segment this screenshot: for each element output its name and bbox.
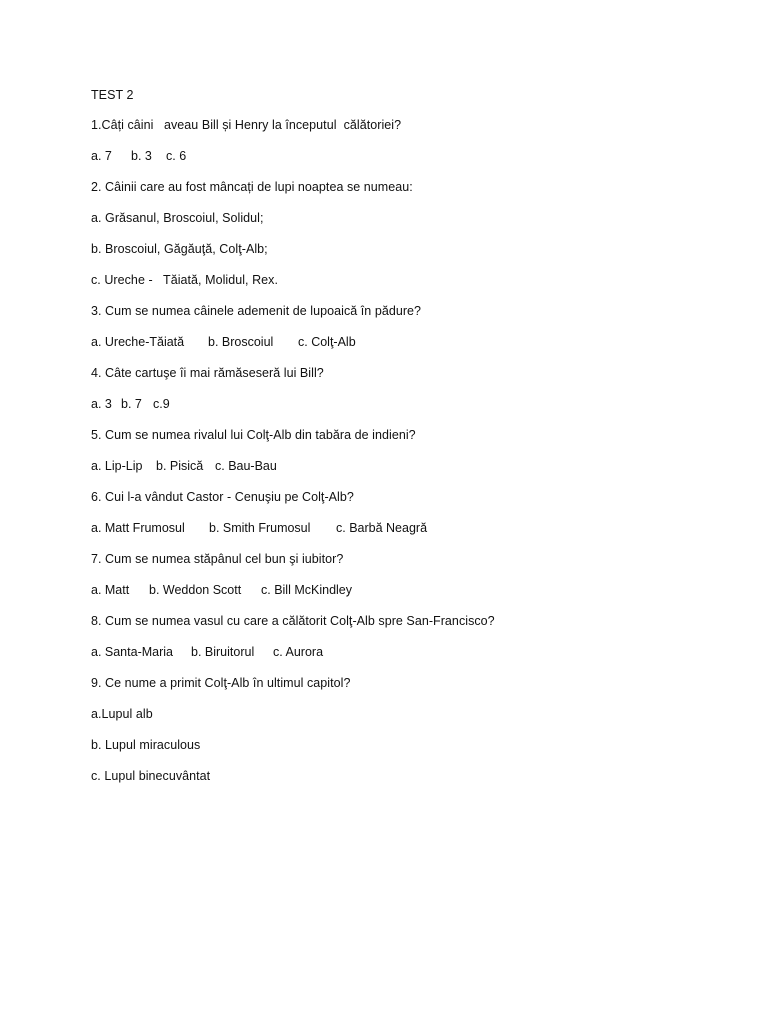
q2-option-a: a. Grăsanul, Broscoiul, Solidul;: [91, 211, 264, 225]
question-4: 4. Câte cartuşe îi mai rămăseseră lui Bill?: [91, 366, 324, 380]
q5-option-b: b. Pisică: [156, 459, 204, 473]
q8-option-a: a. Santa-Maria: [91, 645, 173, 659]
q9-option-a: a.Lupul alb: [91, 707, 153, 721]
q7-option-b: b. Weddon Scott: [149, 583, 242, 597]
q4-option-a: a. 3: [91, 397, 112, 411]
q7-option-c: c. Bill McKindley: [261, 583, 352, 597]
q6-option-b: b. Smith Frumosul: [209, 521, 311, 535]
question-7: 7. Cum se numea stăpânul cel bun şi iubitor?: [91, 552, 344, 566]
question-9: 9. Ce nume a primit Colţ-Alb în ultimul capitol?: [91, 676, 351, 690]
question-8: 8. Cum se numea vasul cu care a călătorit Colţ-Alb spre San-Francisco?: [91, 614, 495, 628]
q2-option-b: b. Broscoiul, Găgăuţă, Colţ-Alb;: [91, 242, 268, 256]
q2-option-c: c. Ureche - Tăiată, Molidul, Rex.: [91, 273, 279, 287]
q6-option-c: c. Barbă Neagră: [336, 521, 428, 535]
q9-option-c: c. Lupul binecuvântat: [91, 769, 211, 783]
q1-option-a: a. 7: [91, 149, 112, 163]
question-3: 3. Cum se numea câinele ademenit de lupoaică în pădure?: [91, 304, 422, 318]
q5-option-c: c. Bau-Bau: [215, 459, 277, 473]
q6-option-a: a. Matt Frumosul: [91, 521, 185, 535]
q4-option-b: b. 7: [121, 397, 142, 411]
question-5: 5. Cum se numea rivalul lui Colţ-Alb din tabăra de indieni?: [91, 428, 416, 442]
test-title: TEST 2: [91, 88, 134, 102]
question-6: 6. Cui l-a vândut Castor - Cenuşiu pe Colţ-Alb?: [91, 490, 354, 504]
q1-option-c: c. 6: [166, 149, 187, 163]
question-1: 1.Câți câini aveau Bill și Henry la începutul călătoriei?: [91, 118, 402, 132]
q1-option-b: b. 3: [131, 149, 152, 163]
q4-option-c: c.9: [153, 397, 170, 411]
q3-option-b: b. Broscoiul: [208, 335, 274, 349]
q3-option-a: a. Ureche-Tăiată: [91, 335, 185, 349]
q7-option-a: a. Matt: [91, 583, 130, 597]
q9-option-b: b. Lupul miraculous: [91, 738, 201, 752]
q3-option-c: c. Colţ-Alb: [298, 335, 356, 349]
q8-option-c: c. Aurora: [273, 645, 324, 659]
question-2: 2. Câinii care au fost mâncați de lupi noaptea se numeau:: [91, 180, 413, 194]
q5-option-a: a. Lip-Lip: [91, 459, 143, 473]
q8-option-b: b. Biruitorul: [191, 645, 255, 659]
